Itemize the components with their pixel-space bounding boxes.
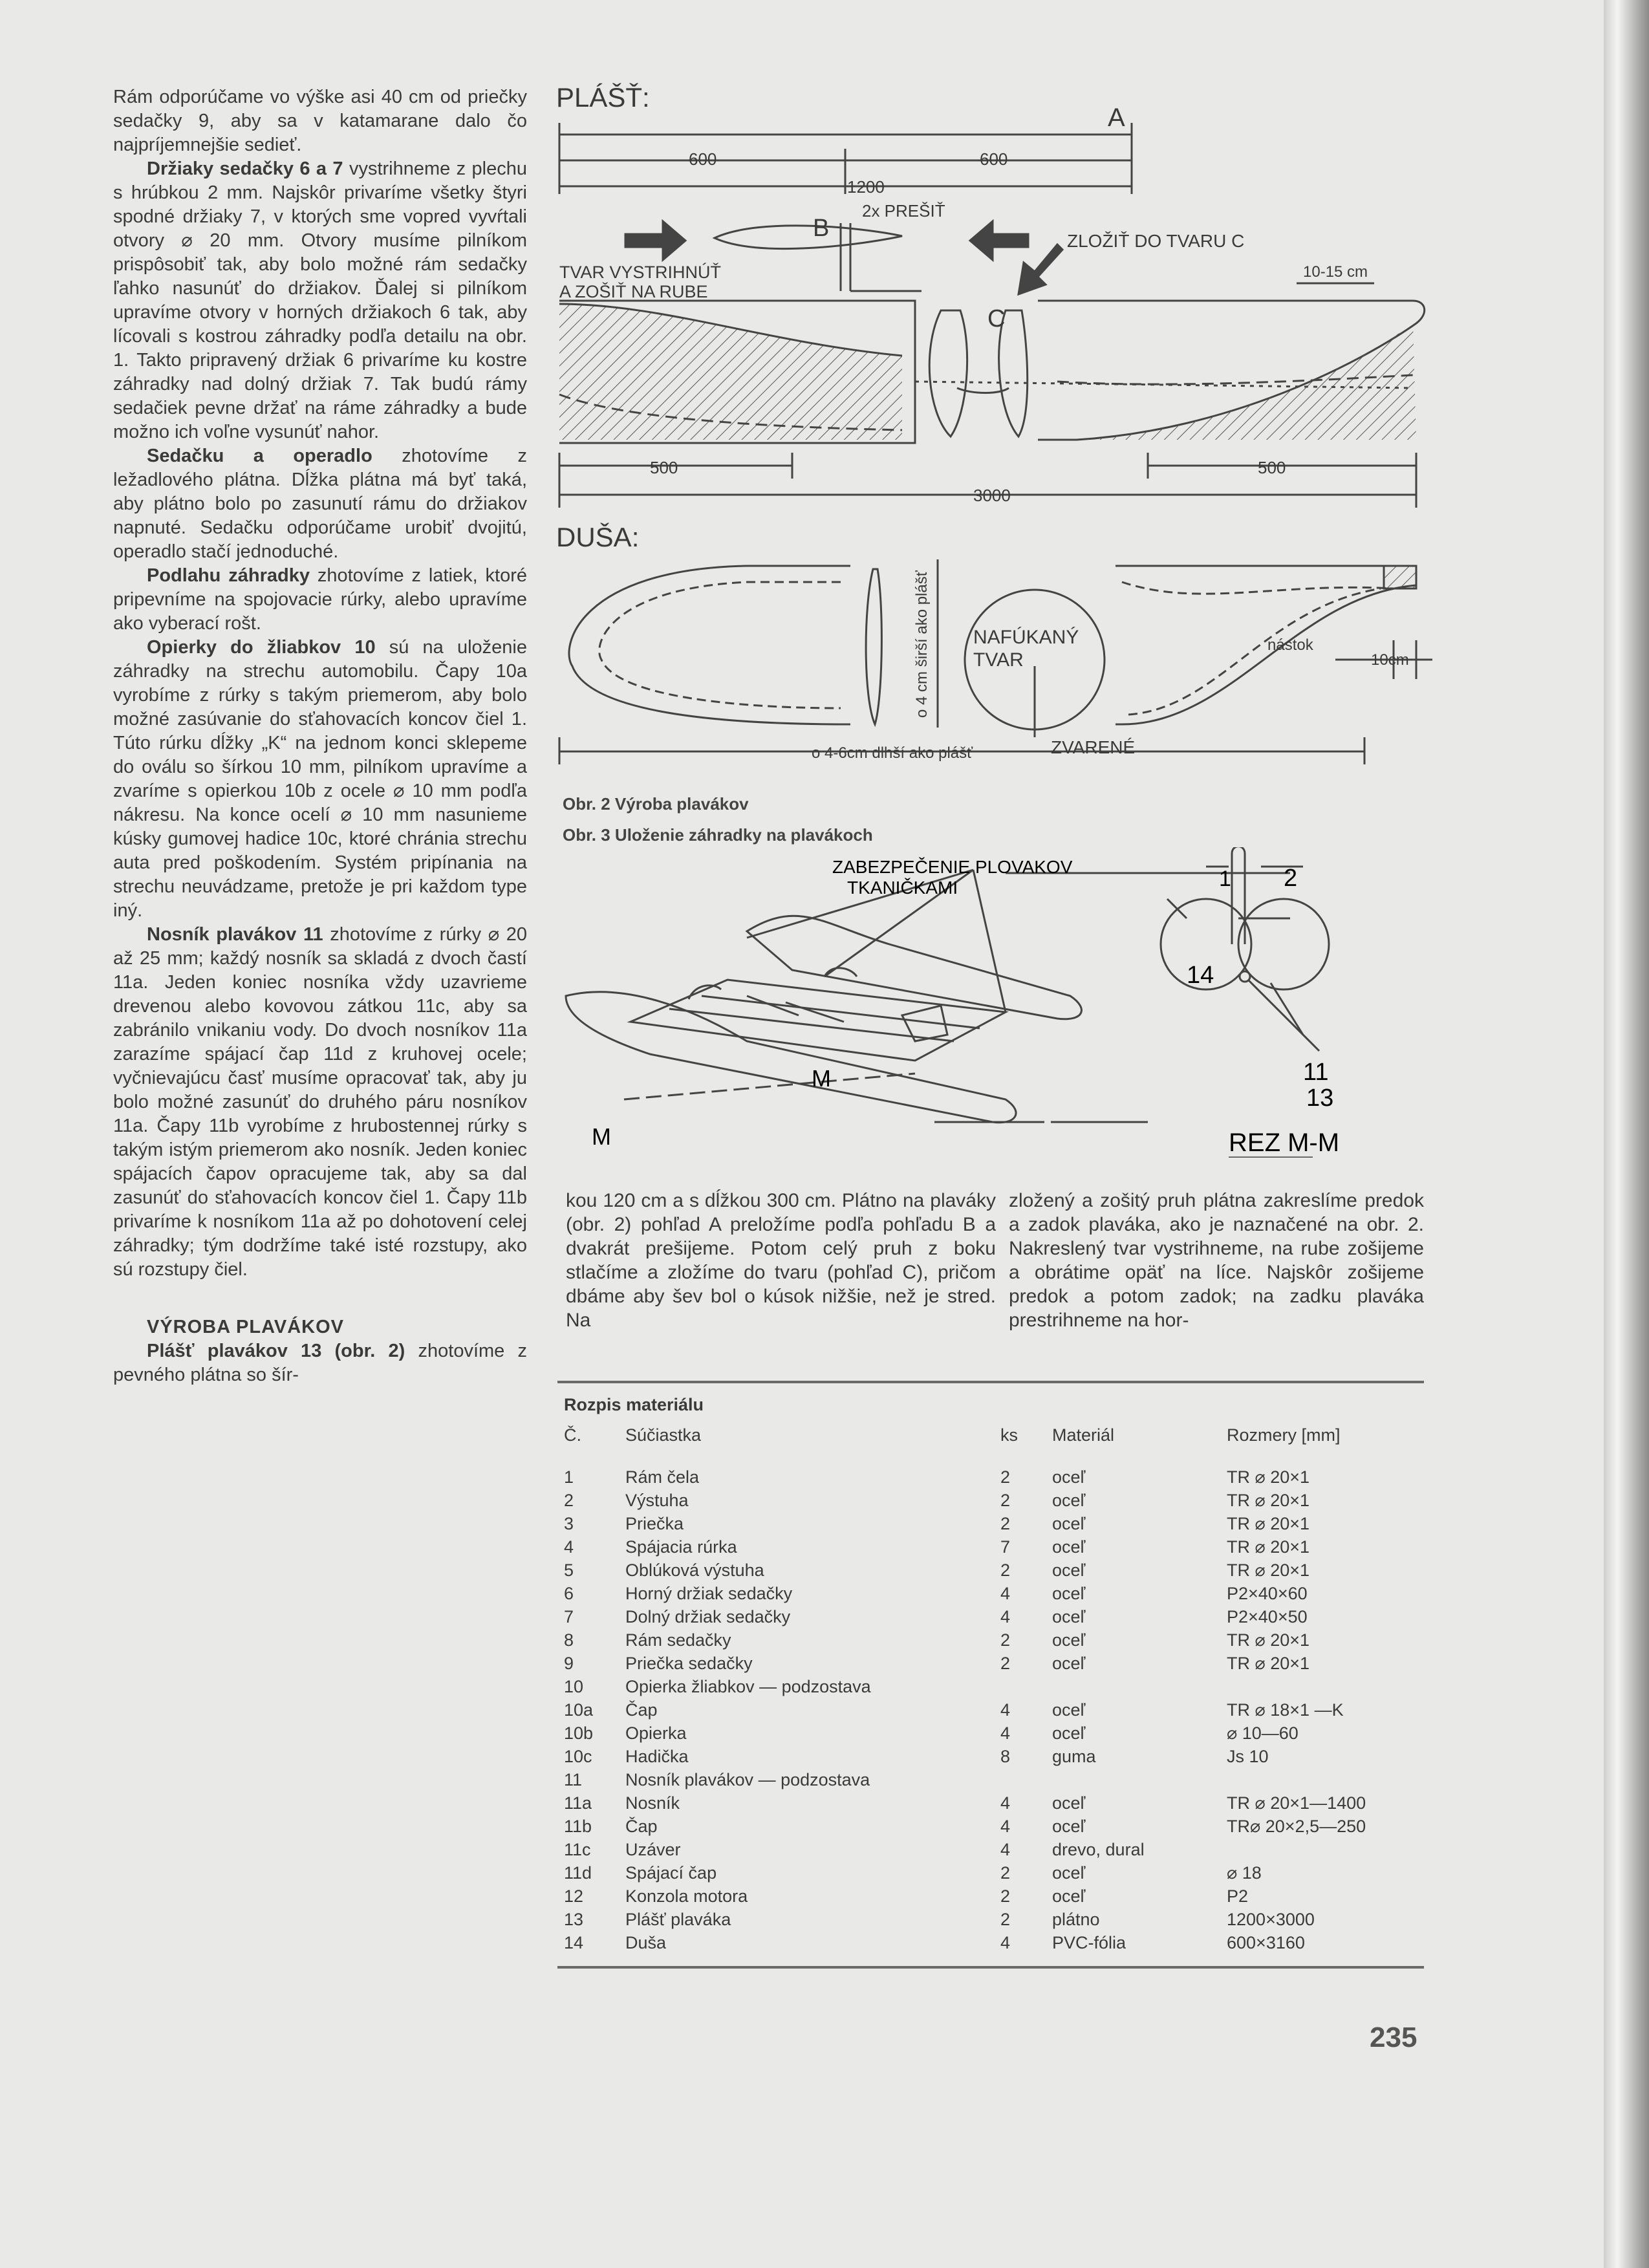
table-cell: Plášť plaváka — [625, 1909, 731, 1929]
paragraph: Nosník plavákov 11 zhotovíme z rúrky ⌀ 20 až 25 mm; každý nosník sa skladá z dvoch častí 11a. Jeden koniec nosníka vždy uzavrieme drevenou alebo kovovou zátkou 11c, aby sa zabránilo vnikaniu vody. Do dvoch nosníkov 11a zarazíme spájací čap 11d z kruhovej ocele; vyčnievajúcu časť musíme opracovať tak, aby ju bolo možné zasunúť do druhého páru nosníkov 11a. Čapy 11b vyrobíme z hrubostennej rúrky s takým istým priemerom ako nosník. Jeden koniec spájacích čapov opracujeme tak, aby sa dal zasunúť do sťahovacích koncov čiel 1. Čapy 11b privaríme k nosníkom 11a až po dohotovení celej záhradky; tým dodržíme také isté rozstupy, ako sú rozstupy čiel. — [113, 924, 527, 1280]
table-cell: Nosník — [625, 1793, 680, 1813]
table-cell: TR ⌀ 20×1 — [1227, 1653, 1310, 1673]
table-row — [557, 1628, 1366, 1652]
table-cell: Čap — [625, 1816, 658, 1836]
table-top-rule — [557, 1381, 1424, 1383]
table-cell — [1000, 1675, 1052, 1698]
table-cell: 3 — [564, 1513, 574, 1533]
table-cell: oceľ — [1052, 1630, 1086, 1650]
table-cell — [1052, 1675, 1227, 1698]
table-cell: 2 — [1000, 1560, 1011, 1580]
table-cell: 9 — [564, 1653, 574, 1673]
table-cell: P2 — [1227, 1886, 1249, 1906]
table-cell: TR ⌀ 20×1 — [1227, 1537, 1310, 1557]
book-binding-edge — [1604, 0, 1649, 2268]
table-row — [557, 1768, 1366, 1791]
table-cell: drevo, dural — [1052, 1839, 1145, 1859]
caption-obr3: Obr. 3 Uloženie záhradky na plavákoch — [563, 825, 873, 845]
table-cell: 2 — [564, 1490, 574, 1510]
paragraph: Podlahu záhradky zhotovíme z latiek, ktoré pripevníme na spojovacie rúrky, alebo upravíme ako vyberací rošt. — [113, 565, 528, 634]
table-cell: Spájací čap — [625, 1863, 717, 1883]
table-cell: TR ⌀ 20×1 — [1227, 1513, 1310, 1533]
view-b-label: B — [813, 215, 830, 242]
table-cell: 11b — [564, 1816, 592, 1836]
table-row — [557, 1675, 1366, 1698]
table-cell: TR ⌀ 20×1 — [1227, 1560, 1310, 1580]
left-text-column — [113, 85, 527, 1387]
label-14: 14 — [1187, 962, 1214, 989]
table-cell: oceľ — [1052, 1653, 1086, 1673]
table-row — [557, 1559, 1366, 1582]
table-header-cell: Rozmery [mm] — [1227, 1425, 1341, 1445]
table-cell: 4 — [1000, 1583, 1011, 1603]
table-cell: PVC-fólia — [1052, 1932, 1126, 1952]
table-row — [557, 1465, 1366, 1489]
table-cell: TR⌀ 20×2,5—250 — [1227, 1816, 1366, 1836]
table-row — [557, 1838, 1366, 1861]
table-cell: 2 — [1000, 1886, 1011, 1906]
table-cell: Konzola motora — [625, 1886, 748, 1906]
table-cell: Výstuha — [625, 1490, 689, 1510]
materials-title: Rozpis materiálu — [564, 1395, 704, 1414]
table-header-cell: Č. — [564, 1425, 581, 1445]
paragraph-lead: Podlahu záhradky — [147, 565, 310, 586]
table-cell: oceľ — [1052, 1723, 1086, 1743]
table-row — [557, 1512, 1366, 1535]
table-row — [557, 1489, 1366, 1512]
table-row — [557, 1861, 1366, 1885]
table-cell: 4 — [1000, 1816, 1011, 1836]
table-cell: Js 10 — [1227, 1746, 1269, 1766]
plast-title: PLÁŠŤ: — [556, 82, 650, 113]
section-label: REZ M-M — [1229, 1129, 1340, 1157]
zlozit-label: ZLOŽIŤ DO TVARU C — [1067, 231, 1245, 251]
table-cell: oceľ — [1052, 1537, 1086, 1557]
table-cell: oceľ — [1052, 1583, 1086, 1603]
table-cell: ⌀ 18 — [1227, 1863, 1262, 1883]
paragraph-lead: Opierky do žliabkov 10 — [147, 637, 376, 658]
table-cell: 1 — [564, 1467, 574, 1487]
table-cell: 10a — [564, 1700, 594, 1720]
view-a-label: A — [1108, 103, 1125, 132]
table-cell: 11 — [564, 1769, 583, 1789]
label-11: 11 — [1303, 1059, 1329, 1086]
label-2: 2 — [1284, 865, 1298, 892]
table-cell: 11c — [564, 1839, 591, 1859]
label-1: 1 — [1219, 867, 1231, 891]
table-cell: 11a — [564, 1793, 592, 1813]
table-row — [557, 1652, 1366, 1675]
table-cell: 4 — [1000, 1606, 1011, 1626]
table-bottom-rule — [557, 1966, 1424, 1969]
table-cell: P2×40×60 — [1227, 1583, 1308, 1603]
table-cell: oceľ — [1052, 1793, 1086, 1813]
table-cell: 4 — [1000, 1793, 1011, 1813]
table-cell: 2 — [1000, 1653, 1011, 1673]
table-cell: Oblúková výstuha — [625, 1560, 764, 1580]
table-row — [557, 1885, 1366, 1908]
dim-500-left: 500 — [650, 458, 678, 477]
table-cell: 7 — [564, 1606, 574, 1626]
table-cell: oceľ — [1052, 1467, 1086, 1487]
table-cell: 10c — [564, 1746, 592, 1766]
table-cell: ⌀ 10—60 — [1227, 1723, 1299, 1743]
table-cell: 600×3160 — [1227, 1932, 1305, 1952]
table-cell: 8 — [564, 1630, 574, 1650]
dim-600-left: 600 — [689, 149, 717, 169]
middle-text-right: zložený a zošitý pruh plátna zakreslíme predok a zadok plaváka, ako je naznačené na obr. 2. Nakreslený tvar vystrihneme, na rube zošijeme a obrátime opäť na líce. Najskôr zošijeme predok a potom zadok; na zadku plaváka prestrihneme na hor- — [1009, 1190, 1424, 1331]
table-cell: 14 — [564, 1932, 584, 1952]
table-cell: 4 — [1000, 1723, 1011, 1743]
table-row — [557, 1535, 1366, 1559]
table-cell: Rám sedačky — [625, 1630, 731, 1650]
table-cell: 10b — [564, 1723, 594, 1743]
table-cell: Horný držiak sedačky — [625, 1583, 793, 1603]
table-cell: 2 — [1000, 1490, 1011, 1510]
zvarene-label: ZVARENÉ — [1051, 737, 1136, 757]
table-cell: guma — [1052, 1746, 1096, 1766]
presit-label: 2x PREŠIŤ — [862, 201, 945, 221]
table-cell: oceľ — [1052, 1700, 1086, 1720]
table-row — [557, 1722, 1366, 1745]
dim-10-15: 10-15 cm — [1303, 263, 1368, 281]
table-cell: Dolný držiak sedačky — [625, 1606, 791, 1626]
inflated-label-2: TVAR — [973, 649, 1024, 671]
dim-10cm: 10cm — [1371, 651, 1409, 669]
table-cell: Priečka — [625, 1513, 684, 1533]
dusa-title: DUŠA: — [556, 522, 640, 552]
secure-label-2: TKANIČKAMI — [847, 878, 958, 898]
label-13: 13 — [1306, 1085, 1334, 1112]
table-cell: TR ⌀ 20×1 — [1227, 1490, 1310, 1510]
paragraph: Držiaky sedačky 6 a 7 vystrihneme z plechu s hrúbkou 2 mm. Najskôr privaríme všetky štyri spodné držiaky 7, v ktorých sme vopred vyvŕtali otvory ⌀ 20 mm. Otvory musíme pilníkom prispôsobiť tak, aby bolo možné rám sedačky ľahko nasunúť do držiakov. Ďalej si pilníkom upravíme otvory v horných držiakoch 6 tak, aby lícovali s kostrou záhradky podľa detailu na obr. 1. Takto pripravený držiak 6 privaríme ku kostre záhradky nad dolný držiak 7. Tak budú rámy sedačiek pevne držať na ráme záhradky a bude možno ich voľne vysunúť nahor. — [113, 158, 527, 442]
table-header-cell: ks — [1000, 1425, 1018, 1445]
table-cell: oceľ — [1052, 1606, 1086, 1626]
table-cell: 2 — [1000, 1513, 1011, 1533]
table-row — [557, 1582, 1366, 1605]
table-cell: TR ⌀ 20×1—1400 — [1227, 1793, 1366, 1813]
m-left-label: M — [592, 1123, 611, 1150]
table-row — [557, 1698, 1366, 1722]
materials-list — [557, 1381, 1424, 1969]
table-row — [557, 1908, 1366, 1931]
table-cell: 2 — [1000, 1863, 1011, 1883]
table-cell: TR ⌀ 20×1 — [1227, 1467, 1310, 1487]
dim-3000: 3000 — [973, 486, 1011, 505]
paragraph: Sedačku a operadlo zhotovíme z ležadlového plátna. Dĺžka plátna má byť taká, aby plátno bolo po zasunutí rámu do držiakov napnuté. Sedačku odporúčame urobiť dvojitú, operadlo stačí jednoduché. — [113, 446, 527, 562]
dim-1200: 1200 — [847, 177, 885, 197]
table-cell: 4 — [1000, 1932, 1011, 1952]
paragraph-lead: Plášť plavákov 13 (obr. 2) — [147, 1341, 405, 1361]
table-cell: Čap — [625, 1700, 658, 1720]
table-cell: oceľ — [1052, 1816, 1086, 1836]
table-cell: 2 — [1000, 1467, 1011, 1487]
table-cell: TR ⌀ 20×1 — [1227, 1630, 1310, 1650]
table-cell: Priečka sedačky — [625, 1653, 753, 1673]
page-number: 235 — [1370, 2022, 1417, 2053]
table-header-cell: Súčiastka — [625, 1425, 702, 1445]
table-cell: 2 — [1000, 1630, 1011, 1650]
table-cell — [1227, 1768, 1366, 1791]
dim-500-right: 500 — [1258, 458, 1286, 477]
table-cell: Spájacia rúrka — [625, 1537, 737, 1557]
figure-2-float-manufacture — [553, 78, 1432, 799]
middle-text-left: kou 120 cm a s dĺžkou 300 cm. Plátno na plaváky (obr. 2) pohľad A preložíme podľa pohľadu B a dvakrát prešijeme. Potom celý pruh z boku stlačíme a zložíme do tvaru (pohľad C), pričom dbáme aby šev bol o kúsok nižšie, než je stred. Na — [566, 1190, 996, 1331]
table-row — [557, 1605, 1366, 1628]
paragraph: Opierky do žliabkov 10 sú na uloženie záhradky na strechu automobilu. Čapy 10a vyrobíme z rúrky s takým priemerom, aby bolo možné zasúvanie do sťahovacích koncov čiel 1. Túto rúrku dĺžky „K“ na jednom konci sklepeme do oválu so šírkou 10 mm, pilníkom upravíme a zvaríme s opierkou 10b z ocele ⌀ 10 mm podľa nákresu. Na konce ocelí ⌀ 10 mm nasunieme kúsky gumovej hadice 10c, ktoré chránia strechu auta pred poškodením. Systém pripínania na strechu neuvádzame, pretože je pri každom type iný. — [113, 637, 527, 921]
table-cell: 4 — [1000, 1839, 1011, 1859]
table-row — [557, 1791, 1366, 1815]
table-cell: 2 — [1000, 1909, 1011, 1929]
materials-table — [557, 1425, 1366, 1954]
table-cell: 12 — [564, 1886, 584, 1906]
table-row — [557, 1745, 1366, 1768]
longer-note: o 4-6cm dlhší ako plášť — [812, 744, 973, 762]
table-cell: Duša — [625, 1932, 667, 1952]
table-cell: Rám čela — [625, 1467, 700, 1487]
table-cell: oceľ — [1052, 1863, 1086, 1883]
table-cell: oceľ — [1052, 1560, 1086, 1580]
table-cell: Nosník plavákov — podzostava — [625, 1769, 870, 1789]
table-cell: Opierka žliabkov — podzostava — [625, 1676, 871, 1696]
table-cell: oceľ — [1052, 1490, 1086, 1510]
m-right-label: M — [812, 1065, 831, 1092]
paragraph-lead: Držiaky sedačky 6 a 7 — [147, 158, 343, 179]
nastok-label: nástok — [1267, 636, 1313, 654]
table-cell: 10 — [564, 1676, 584, 1696]
table-row — [557, 1931, 1366, 1954]
table-header-cell: Materiál — [1052, 1425, 1115, 1445]
table-cell: 5 — [564, 1560, 574, 1580]
caption-obr2: Obr. 2 Výroba plavákov — [563, 794, 749, 814]
paragraph-lead: Sedačku a operadlo — [147, 446, 372, 466]
table-cell: TR ⌀ 18×1 —K — [1227, 1700, 1344, 1720]
table-cell: oceľ — [1052, 1513, 1086, 1533]
table-cell: 8 — [1000, 1746, 1011, 1766]
table-cell: 11d — [564, 1863, 592, 1883]
table-cell — [1052, 1768, 1227, 1791]
paragraph: Rám odporúčame vo výške asi 40 cm od priečky sedačky 9, aby sa v katamarane dalo čo najpríjemnejšie sedieť. — [113, 87, 527, 155]
table-cell: 6 — [564, 1583, 574, 1603]
table-cell: 4 — [1000, 1700, 1011, 1720]
secure-label-1: ZABEZPEČENIE PLOVAKOV — [832, 857, 1073, 877]
table-cell: oceľ — [1052, 1886, 1086, 1906]
tvar-note-2: A ZOŠIŤ NA RUBE — [559, 282, 708, 301]
table-cell: 13 — [564, 1909, 584, 1929]
paragraph: Plášť plavákov 13 (obr. 2) zhotovíme z pevného plátna so šír- — [113, 1341, 527, 1385]
table-header-row — [557, 1425, 1366, 1465]
table-cell — [1227, 1675, 1366, 1698]
table-cell — [1000, 1768, 1052, 1791]
table-cell: P2×40×50 — [1227, 1606, 1308, 1626]
section-heading: VÝROBA PLAVÁKOV — [147, 1317, 345, 1337]
inflated-label-1: NAFÚKANÝ — [973, 627, 1079, 648]
table-cell: 4 — [564, 1537, 574, 1557]
table-cell: plátno — [1052, 1909, 1100, 1929]
table-cell: 1200×3000 — [1227, 1909, 1315, 1929]
table-row — [557, 1815, 1366, 1838]
table-cell: Uzáver — [625, 1839, 681, 1859]
figure-3-float-mounting — [553, 847, 1432, 1158]
table-cell: 7 — [1000, 1537, 1011, 1557]
wider-note: o 4 cm širší ako plášť — [913, 570, 931, 718]
paragraph-lead: Nosník plavákov 11 — [147, 924, 323, 945]
tvar-note-1: TVAR VYSTRIHNÚŤ — [559, 263, 722, 282]
table-cell — [1227, 1838, 1366, 1861]
view-c-label: C — [987, 305, 1006, 332]
dim-600-right: 600 — [980, 149, 1008, 169]
table-cell: Opierka — [625, 1723, 687, 1743]
table-cell: Hadička — [625, 1746, 689, 1766]
